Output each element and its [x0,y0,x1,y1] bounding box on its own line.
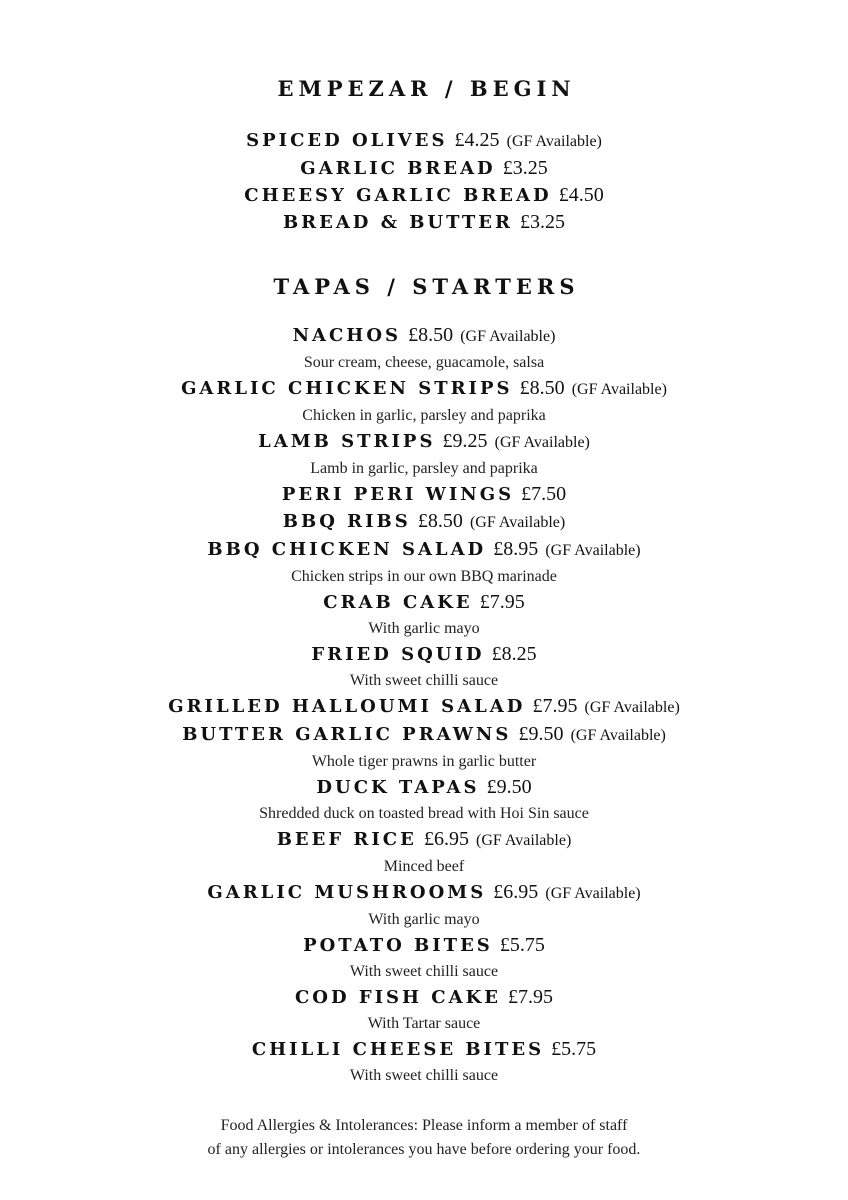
menu-item [0,375,848,428]
menu-item-name: PERI PERI WINGS [281,484,515,505]
section-title-begin: EMPEZAR / BEGIN [277,76,576,101]
menu-item-gf-note: (GF Available) [570,727,666,744]
menu-item [0,589,848,641]
menu-item-price: £8.50 [519,377,565,399]
menu-item-gf-note: (GF Available) [506,133,602,150]
menu-item-price: £9.25 [442,430,488,452]
menu-item-name: CRAB CAKE [323,592,473,613]
menu-item-name: GARLIC MUSHROOMS [207,882,487,903]
menu-item [0,481,848,508]
menu-item-line [0,879,848,907]
menu-item [0,774,848,826]
menu-item-description: Whole tiger prawns in garlic butter [311,753,537,770]
menu-item-description: With sweet chilli sauce [349,963,499,980]
menu-item [0,826,848,879]
menu-item [0,508,848,536]
begin-items-list [0,127,848,236]
menu-item-line [0,932,848,959]
menu-item-line [0,375,848,403]
menu-item-name: BUTTER GARLIC PRAWNS [182,724,512,745]
allergy-notice-line-1: Food Allergies & Intolerances: Please inform a member of staff [220,1117,628,1134]
menu-item-gf-note: (GF Available) [571,381,667,398]
menu-item-gf-note: (GF Available) [469,514,566,531]
menu-item-line [0,481,848,508]
menu-item-gf-note: (GF Available) [584,699,680,716]
menu-item [0,127,848,155]
menu-item-price: £4.25 [454,129,500,151]
menu-item [0,879,848,932]
menu-item-name: GARLIC CHICKEN STRIPS [181,378,513,399]
menu-item-gf-note: (GF Available) [476,832,572,849]
menu-item-name: BEEF RICE [276,829,417,850]
menu-item [0,693,848,721]
menu-item-description: Chicken strips in our own BBQ marinade [291,568,557,585]
section-tapas [0,272,848,1088]
allergy-notice-line-2: of any allergies or intolerances you have before ordering your food. [207,1141,641,1158]
menu-item-gf-note: (GF Available) [545,885,641,902]
menu-item [0,536,848,589]
menu-item-name: GRILLED HALLOUMI SALAD [168,696,526,717]
menu-item-name: CHILLI CHEESE BITES [251,1039,545,1060]
menu-item-price: £3.25 [520,211,566,233]
menu-item-name: BREAD & BUTTER [282,212,513,233]
menu-item-description: Shredded duck on toasted bread with Hoi Sin sauce [259,805,589,822]
menu-item-name: COD FISH CAKE [294,987,501,1008]
menu-item-price: £6.95 [423,828,469,850]
menu-item-description: With sweet chilli sauce [349,1067,499,1084]
menu-item-line [0,155,848,182]
menu-item-line [0,984,848,1011]
tapas-items-list [0,322,848,1088]
menu-item-description: Minced beef [383,858,465,875]
menu-item-line [0,1036,848,1063]
allergy-notice [0,1114,848,1162]
menu-item-gf-note: (GF Available) [545,542,641,559]
menu-item [0,932,848,984]
menu-item-gf-note: (GF Available) [460,328,556,345]
menu-item-line [0,127,848,155]
menu-item-description: With garlic mayo [368,911,480,928]
menu-item [0,721,848,774]
menu-item-price: £9.50 [518,723,564,745]
section-title-tapas: TAPAS / STARTERS [273,274,580,299]
menu-item-name: LAMB STRIPS [258,431,436,452]
menu-item-description: Sour cream, cheese, guacamole, salsa [303,354,545,371]
section-begin [0,74,848,236]
menu-item-price: £7.95 [508,986,554,1008]
menu-item-name: BBQ CHICKEN SALAD [207,539,487,560]
menu-item-line [0,721,848,749]
menu-item-name: NACHOS [292,325,401,346]
menu-item-line [0,322,848,350]
menu-item-description: With garlic mayo [368,620,480,637]
menu-item-name: FRIED SQUID [311,644,485,665]
menu-item [0,182,848,209]
menu-item-price: £9.50 [486,776,532,798]
menu-item-line [0,209,848,236]
menu-item-price: £8.95 [493,538,539,560]
menu-item-price: £5.75 [499,934,545,956]
menu-item [0,1036,848,1088]
menu-item-price: £7.95 [532,695,578,717]
menu-item-name: BBQ RIBS [282,511,411,532]
menu-item [0,155,848,182]
menu-item-price: £6.95 [493,881,539,903]
menu-item-line [0,641,848,668]
menu-item [0,322,848,375]
menu-item-price: £8.50 [408,324,454,346]
menu-item-line [0,693,848,721]
menu-item [0,428,848,481]
menu-item [0,984,848,1036]
menu-item-description: Lamb in garlic, parsley and paprika [310,460,538,477]
menu-item-line [0,774,848,801]
menu-item-gf-note: (GF Available) [494,434,590,451]
menu-item-description: Chicken in garlic, parsley and paprika [302,407,546,424]
menu-item-name: CHEESY GARLIC BREAD [244,185,552,206]
menu-item-price: £8.50 [417,510,463,532]
menu-item-line [0,182,848,209]
menu-item-line [0,589,848,616]
menu-item-price: £7.50 [521,483,567,505]
menu-item [0,209,848,236]
menu-item-line [0,826,848,854]
menu-item-price: £8.25 [491,643,537,665]
menu-item-price: £5.75 [551,1038,597,1060]
menu-item-name: GARLIC BREAD [300,158,496,179]
menu-item-price: £7.95 [479,591,525,613]
menu-item-price: £3.25 [502,157,548,179]
menu-item-description: With sweet chilli sauce [349,672,499,689]
menu-item-description: With Tartar sauce [367,1015,481,1032]
menu-item [0,641,848,693]
menu-item-name: DUCK TAPAS [316,777,480,798]
menu-item-name: POTATO BITES [303,935,493,956]
menu-item-name: SPICED OLIVES [246,130,448,151]
menu-item-price: £4.50 [558,184,604,206]
menu-item-line [0,428,848,456]
menu-item-line [0,536,848,564]
menu-item-line [0,508,848,536]
